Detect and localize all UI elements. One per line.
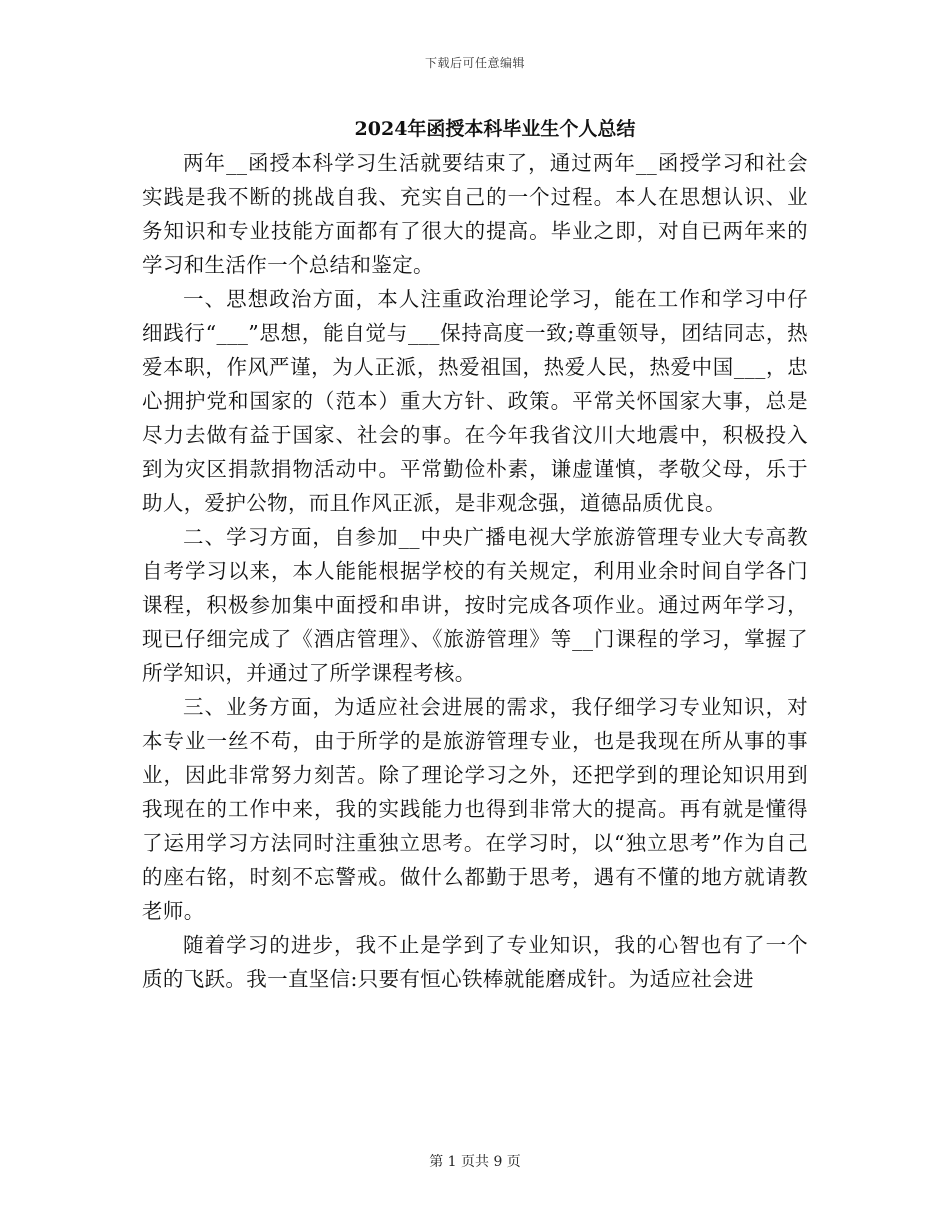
paragraph-politics: 一、思想政治方面，本人注重政治理论学习，能在工作和学习中仔细践行“___”思想，能自觉与___保持高度一致;尊重领导，团结同志，热爱本职，作风严谨，为人正派，热爱祖国，热爱人民，热爱中国___，忠心拥护党和国家的（范本）重大方针、政策。平常关怀国家大事，总是尽力去做有益于国家、社会的事。在今年我省汶川大地震中，积极投入到为灾区捐款捐物活动中。平常勤俭朴素，谦虚谨慎，孝敬父母，乐于助人，爱护公物，而且作风正派，是非观念强，道德品质优良。 bbox=[142, 287, 808, 515]
document-title: 2024年函授本科毕业生个人总结 bbox=[354, 118, 636, 140]
paragraph-intro: 两年__函授本科学习生活就要结束了，通过两年__函授学习和社会实践是我不断的挑战自我、充实自己的一个过程。本人在思想认识、业务知识和专业技能方面都有了很大的提高。毕业之即，对自已两年来的学习和生活作一个总结和鉴定。 bbox=[142, 151, 808, 277]
paragraph-study: 二、学习方面，自参加__中央广播电视大学旅游管理专业大专高教自考学习以来，本人能能根据学校的有关规定，利用业余时间自学各门课程，积极参加集中面授和串讲，按时完成各项作业。通过两年学习，现已仔细完成了《酒店管理》、《旅游管理》等__门课程的学习，掌握了所学知识，并通过了所学课程考核。 bbox=[142, 525, 808, 685]
document-body bbox=[142, 146, 808, 996]
page-number: 第 1 页共 9 页 bbox=[429, 1154, 521, 1170]
header-note: 下载后可任意编辑 bbox=[424, 56, 525, 70]
paragraph-growth: 随着学习的进步，我不止是学到了专业知识，我的心智也有了一个质的飞跃。我一直坚信:只要有恒心铁棒就能磨成针。为适应社会进 bbox=[142, 933, 808, 991]
paragraph-work: 三、业务方面，为适应社会进展的需求，我仔细学习专业知识，对本专业一丝不苟，由于所学的是旅游管理专业，也是我现在所从事的事业，因此非常努力刻苦。除了理论学习之外，还把学到的理论知识用到我现在的工作中来，我的实践能力也得到非常大的提高。再有就是懂得了运用学习方法同时注重独立思考。在学习时，以“独立思考”作为自己的座右铭，时刻不忘警戒。做什么都勤于思考，遇有不懂的地方就请教老师。 bbox=[142, 695, 808, 923]
